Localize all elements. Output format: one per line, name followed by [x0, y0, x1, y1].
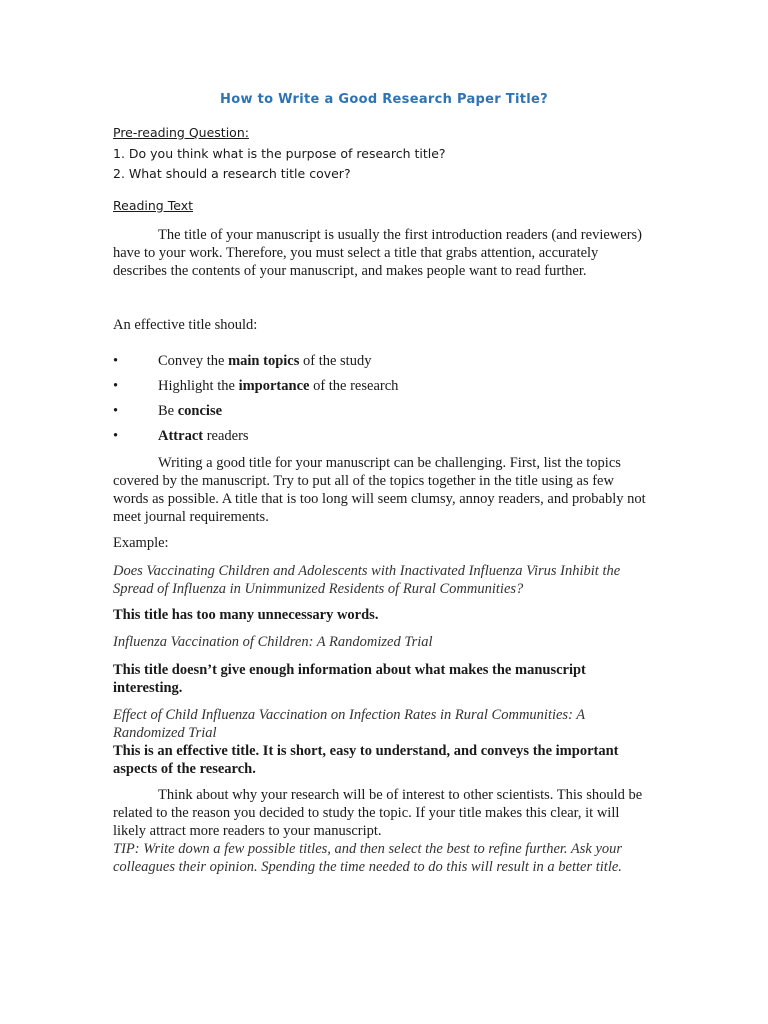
- example-comment-2: This title doesn’t give enough information about what makes the manuscript interesting.: [113, 662, 586, 696]
- paragraph-interest: Think about why your research will be of interest to other scientists. This should be related to the reason you decided to study the topic. If your title makes this clear, it will likely attract more readers to your manuscript.: [113, 787, 643, 839]
- example-title-3: Effect of Child Influenza Vaccination on Infection Rates in Rural Communities: A Randomized Trial: [113, 707, 585, 741]
- example-title-2: Influenza Vaccination of Children: A Randomized Trial: [113, 634, 433, 650]
- bullet-text-bold: Attract: [158, 428, 204, 444]
- bullet-text-after: of the study: [299, 353, 372, 369]
- example-title-1: Does Vaccinating Children and Adolescents with Inactivated Influenza Virus Inhibit the Spread of Influenza in Unimmunized Residents of Rural Communities?: [113, 563, 621, 597]
- bullet-text-after: of the research: [309, 378, 399, 394]
- bullet-icon: •: [113, 353, 119, 369]
- pre-reading-question-2: 2. What should a research title cover?: [113, 166, 351, 181]
- bullet-text-before: Highlight the: [158, 378, 239, 394]
- bullet-icon: •: [113, 403, 119, 419]
- bullet-text-bold: concise: [177, 403, 223, 419]
- bullet-text-before: Convey the: [158, 353, 229, 369]
- bullet-text-bold: importance: [238, 378, 310, 394]
- tip-text: TIP: Write down a few possible titles, and then select the best to refine further. Ask your colleagues their opinion. Spending the time needed to do this will result in a better title.: [113, 841, 623, 875]
- reading-text-heading: Reading Text: [113, 198, 193, 213]
- bullet-icon: •: [113, 378, 119, 394]
- example-comment-3: This is an effective title. It is short, easy to understand, and conveys the important aspects of the research.: [113, 743, 619, 777]
- example-comment-1: This title has too many unnecessary words.: [113, 607, 379, 623]
- pre-reading-heading: Pre-reading Question:: [113, 125, 249, 140]
- bullet-text-bold: main topics: [228, 353, 300, 369]
- effective-title-intro: An effective title should:: [113, 317, 258, 333]
- bullet-icon: •: [113, 428, 119, 444]
- bullet-text-after: readers: [203, 428, 249, 444]
- paragraph-intro: The title of your manuscript is usually the first introduction readers (and reviewers) have to your work. Therefore, you must select a title that grabs attention, accurately describes the contents of your manuscript, and makes people want to read further.: [113, 227, 642, 279]
- bullet-text-before: Be: [158, 403, 178, 419]
- pre-reading-question-1: 1. Do you think what is the purpose of research title?: [113, 146, 446, 161]
- example-label: Example:: [113, 535, 169, 551]
- paragraph-writing: Writing a good title for your manuscript can be challenging. First, list the topics covered by the manuscript. Try to put all of the topics together in the title using as few words as possible. A title that is too long will seem clumsy, annoy readers, and probably not meet journal requirements.: [113, 455, 646, 525]
- document-title: How to Write a Good Research Paper Title?: [220, 92, 548, 107]
